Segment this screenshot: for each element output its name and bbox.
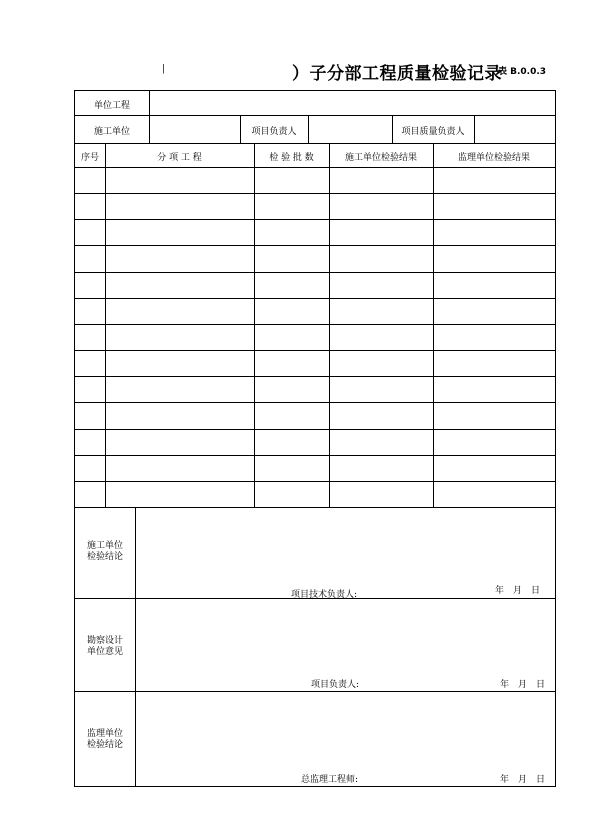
column-divider (105, 143, 106, 507)
date-label: 年 月 日 (500, 680, 546, 690)
column-divider (254, 143, 255, 507)
date-label: 年 月 日 (495, 586, 541, 596)
table-row (75, 376, 555, 377)
col-header-seq: 序号 (80, 153, 99, 163)
section-label-line: 施工单位 (86, 541, 123, 551)
table-row (75, 455, 555, 456)
section-label-line: 检验结论 (86, 740, 123, 750)
table-row (75, 481, 555, 482)
section-label-line: 单位意见 (86, 647, 123, 657)
row-divider (75, 143, 555, 144)
section-label-line: 检验结论 (86, 552, 123, 562)
column-divider (135, 507, 136, 786)
table-row (75, 245, 555, 246)
section-label-line: 监理单位 (86, 729, 123, 739)
table-row (75, 402, 555, 403)
signer-label: 项目技术负责人: (291, 590, 358, 600)
section-label-design (75, 636, 135, 658)
table-row (75, 429, 555, 430)
section-label-contractor (75, 541, 135, 563)
table-row (75, 324, 555, 325)
column-divider (433, 143, 434, 507)
column-divider (329, 143, 330, 507)
column-divider (308, 115, 309, 143)
section-label-supervisor (75, 729, 135, 751)
col-header-contractor-result: 施工单位检验结果 (344, 153, 417, 163)
row-divider (75, 167, 555, 168)
row-divider (75, 507, 555, 508)
table-row (75, 350, 555, 351)
col-header-sub-item: 分 项 工 程 (157, 153, 202, 163)
col-header-supervisor-result: 监理单位检验结果 (457, 153, 530, 163)
header-mark: | (162, 64, 166, 74)
table-row (75, 272, 555, 273)
column-divider (149, 115, 150, 143)
table-number: 表 B.0.0.3 (498, 67, 547, 77)
column-divider (474, 115, 475, 143)
table-row (75, 298, 555, 299)
table-row (75, 193, 555, 194)
quality-leader-label: 项目质量负责人 (401, 127, 465, 137)
section-label-line: 勘察设计 (86, 636, 123, 646)
column-divider (149, 91, 150, 115)
signer-label: 项目负责人: (311, 680, 360, 690)
signer-label: 总监理工程师: (301, 775, 359, 785)
unit-project-label: 单位工程 (93, 101, 130, 111)
row-divider (75, 115, 555, 116)
row-divider (75, 691, 555, 692)
col-header-batch-count: 检 验 批 数 (269, 153, 314, 163)
table-row (75, 219, 555, 220)
project-leader-label: 项目负责人 (251, 127, 297, 137)
page-title: ）子分部工程质量检验记录 (292, 64, 502, 84)
construction-unit-label: 施工单位 (93, 127, 130, 137)
inspection-form (74, 90, 556, 787)
date-label: 年 月 日 (500, 775, 546, 785)
